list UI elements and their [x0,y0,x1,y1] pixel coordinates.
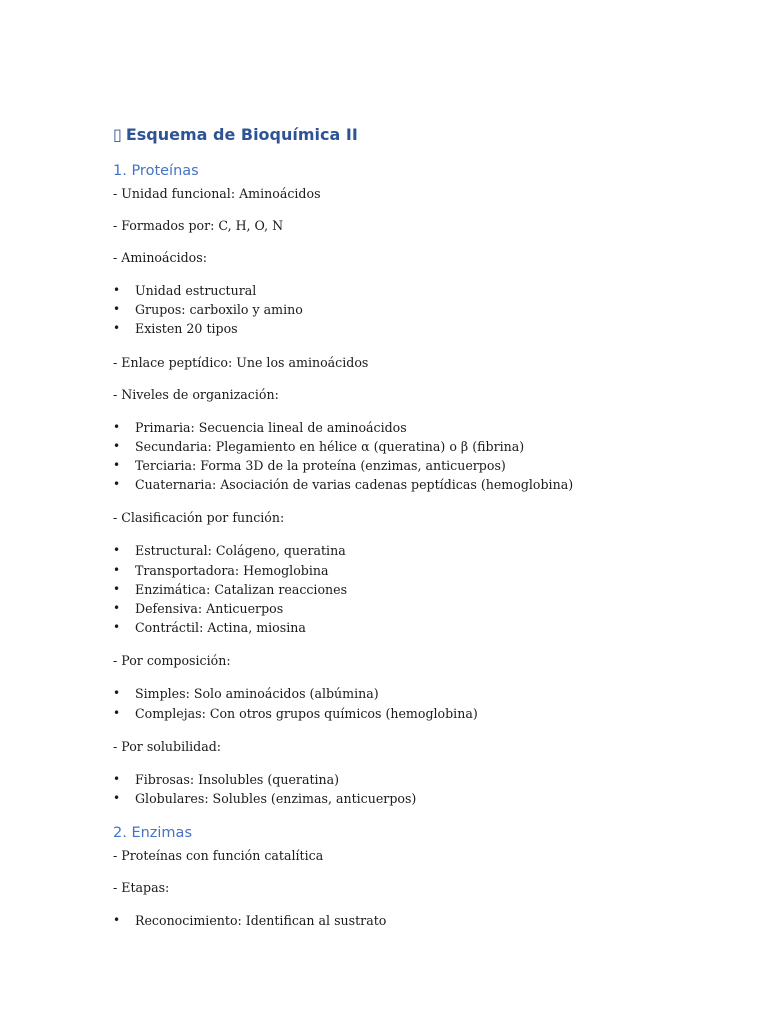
paragraph: - Proteínas con función catalítica [113,848,324,864]
bullet-icon: • [113,419,121,434]
bullet-list-etapas [113,911,713,930]
list-item-text: Simples: Solo aminoácidos (albúmina) [135,686,379,702]
bullet-icon: • [113,283,121,297]
section-heading-proteinas: 1. Proteínas [113,163,199,179]
list-item [113,281,713,300]
paragraph: - Clasificación por función: [113,510,285,526]
bullet-icon: • [113,438,121,453]
list-item [113,770,713,789]
list-item-text: Terciaria: Forma 3D de la proteína (enzimas, anticuerpos) [135,458,506,474]
bullet-icon: • [113,620,121,635]
list-item-text: Secundaria: Plegamiento en hélice α (queratina) o β (fibrina) [135,438,525,454]
list-item [113,300,713,319]
list-item [113,475,713,494]
paragraph: - Aminoácidos: [113,250,207,265]
bullet-icon: • [113,581,121,596]
bullet-list-niveles [113,418,713,495]
list-item-text: Grupos: carboxilo y amino [135,302,303,318]
list-item [113,437,713,456]
paragraph: - Etapas: [113,880,170,896]
document-title-text: Esquema de Bioquímica II [125,125,358,144]
list-item [113,704,713,723]
document-content [113,124,713,945]
paragraph: - Formados por: C, H, O, N [113,218,284,233]
list-item [113,580,713,599]
missing-glyph-icon: ▯ [113,125,122,144]
paragraph: - Niveles de organización: [113,386,279,402]
paragraph: - Unidad funcional: Aminoácidos [113,186,321,201]
list-item-text: Contráctil: Actina, miosina [135,620,306,636]
list-item [113,319,713,338]
bullet-icon: • [113,771,121,786]
list-item-text: Defensiva: Anticuerpos [135,601,284,617]
bullet-icon: • [113,302,121,317]
list-item [113,541,713,560]
bullet-list-solubilidad [113,770,713,808]
bullet-icon: • [113,705,121,720]
list-item-text: Fibrosas: Insolubles (queratina) [135,771,340,787]
list-item-text: Enzimática: Catalizan reacciones [135,581,348,597]
list-item-text: Cuaternaria: Asociación de varias cadenas peptídicas (hemoglobina) [135,477,574,493]
list-item [113,684,713,703]
list-item-text: Transportadora: Hemoglobina [135,562,329,578]
bullet-list-aminoacidos [113,281,713,339]
bullet-list-composicion [113,684,713,722]
bullet-icon: • [113,913,121,928]
list-item-text: Reconocimiento: Identifican al sustrato [135,913,387,929]
bullet-icon: • [113,686,121,701]
bullet-icon: • [113,562,121,577]
bullet-icon: • [113,458,121,473]
list-item [113,561,713,580]
list-item [113,618,713,637]
document-title [113,124,713,146]
paragraph: - Enlace peptídico: Une los aminoácidos [113,354,369,370]
list-item-text: Estructural: Colágeno, queratina [135,543,346,559]
list-item-text: Globulares: Solubles (enzimas, anticuerpos) [135,791,417,807]
list-item-text: Existen 20 tipos [135,321,238,337]
list-item [113,599,713,618]
bullet-icon: • [113,477,121,492]
bullet-icon: • [113,601,121,616]
list-item-text: Primaria: Secuencia lineal de aminoácidos [135,419,407,435]
section-heading-enzimas: 2. Enzimas [113,825,192,842]
bullet-icon: • [113,791,121,806]
bullet-icon: • [113,543,121,558]
list-item [113,911,713,930]
list-item [113,456,713,475]
paragraph: - Por solubilidad: [113,738,222,754]
paragraph: - Por composición: [113,653,231,669]
list-item [113,789,713,808]
list-item-text: Unidad estructural [135,283,257,298]
bullet-icon: • [113,321,121,336]
bullet-list-funcion [113,541,713,637]
list-item [113,418,713,437]
list-item-text: Complejas: Con otros grupos químicos (hemoglobina) [135,705,478,721]
